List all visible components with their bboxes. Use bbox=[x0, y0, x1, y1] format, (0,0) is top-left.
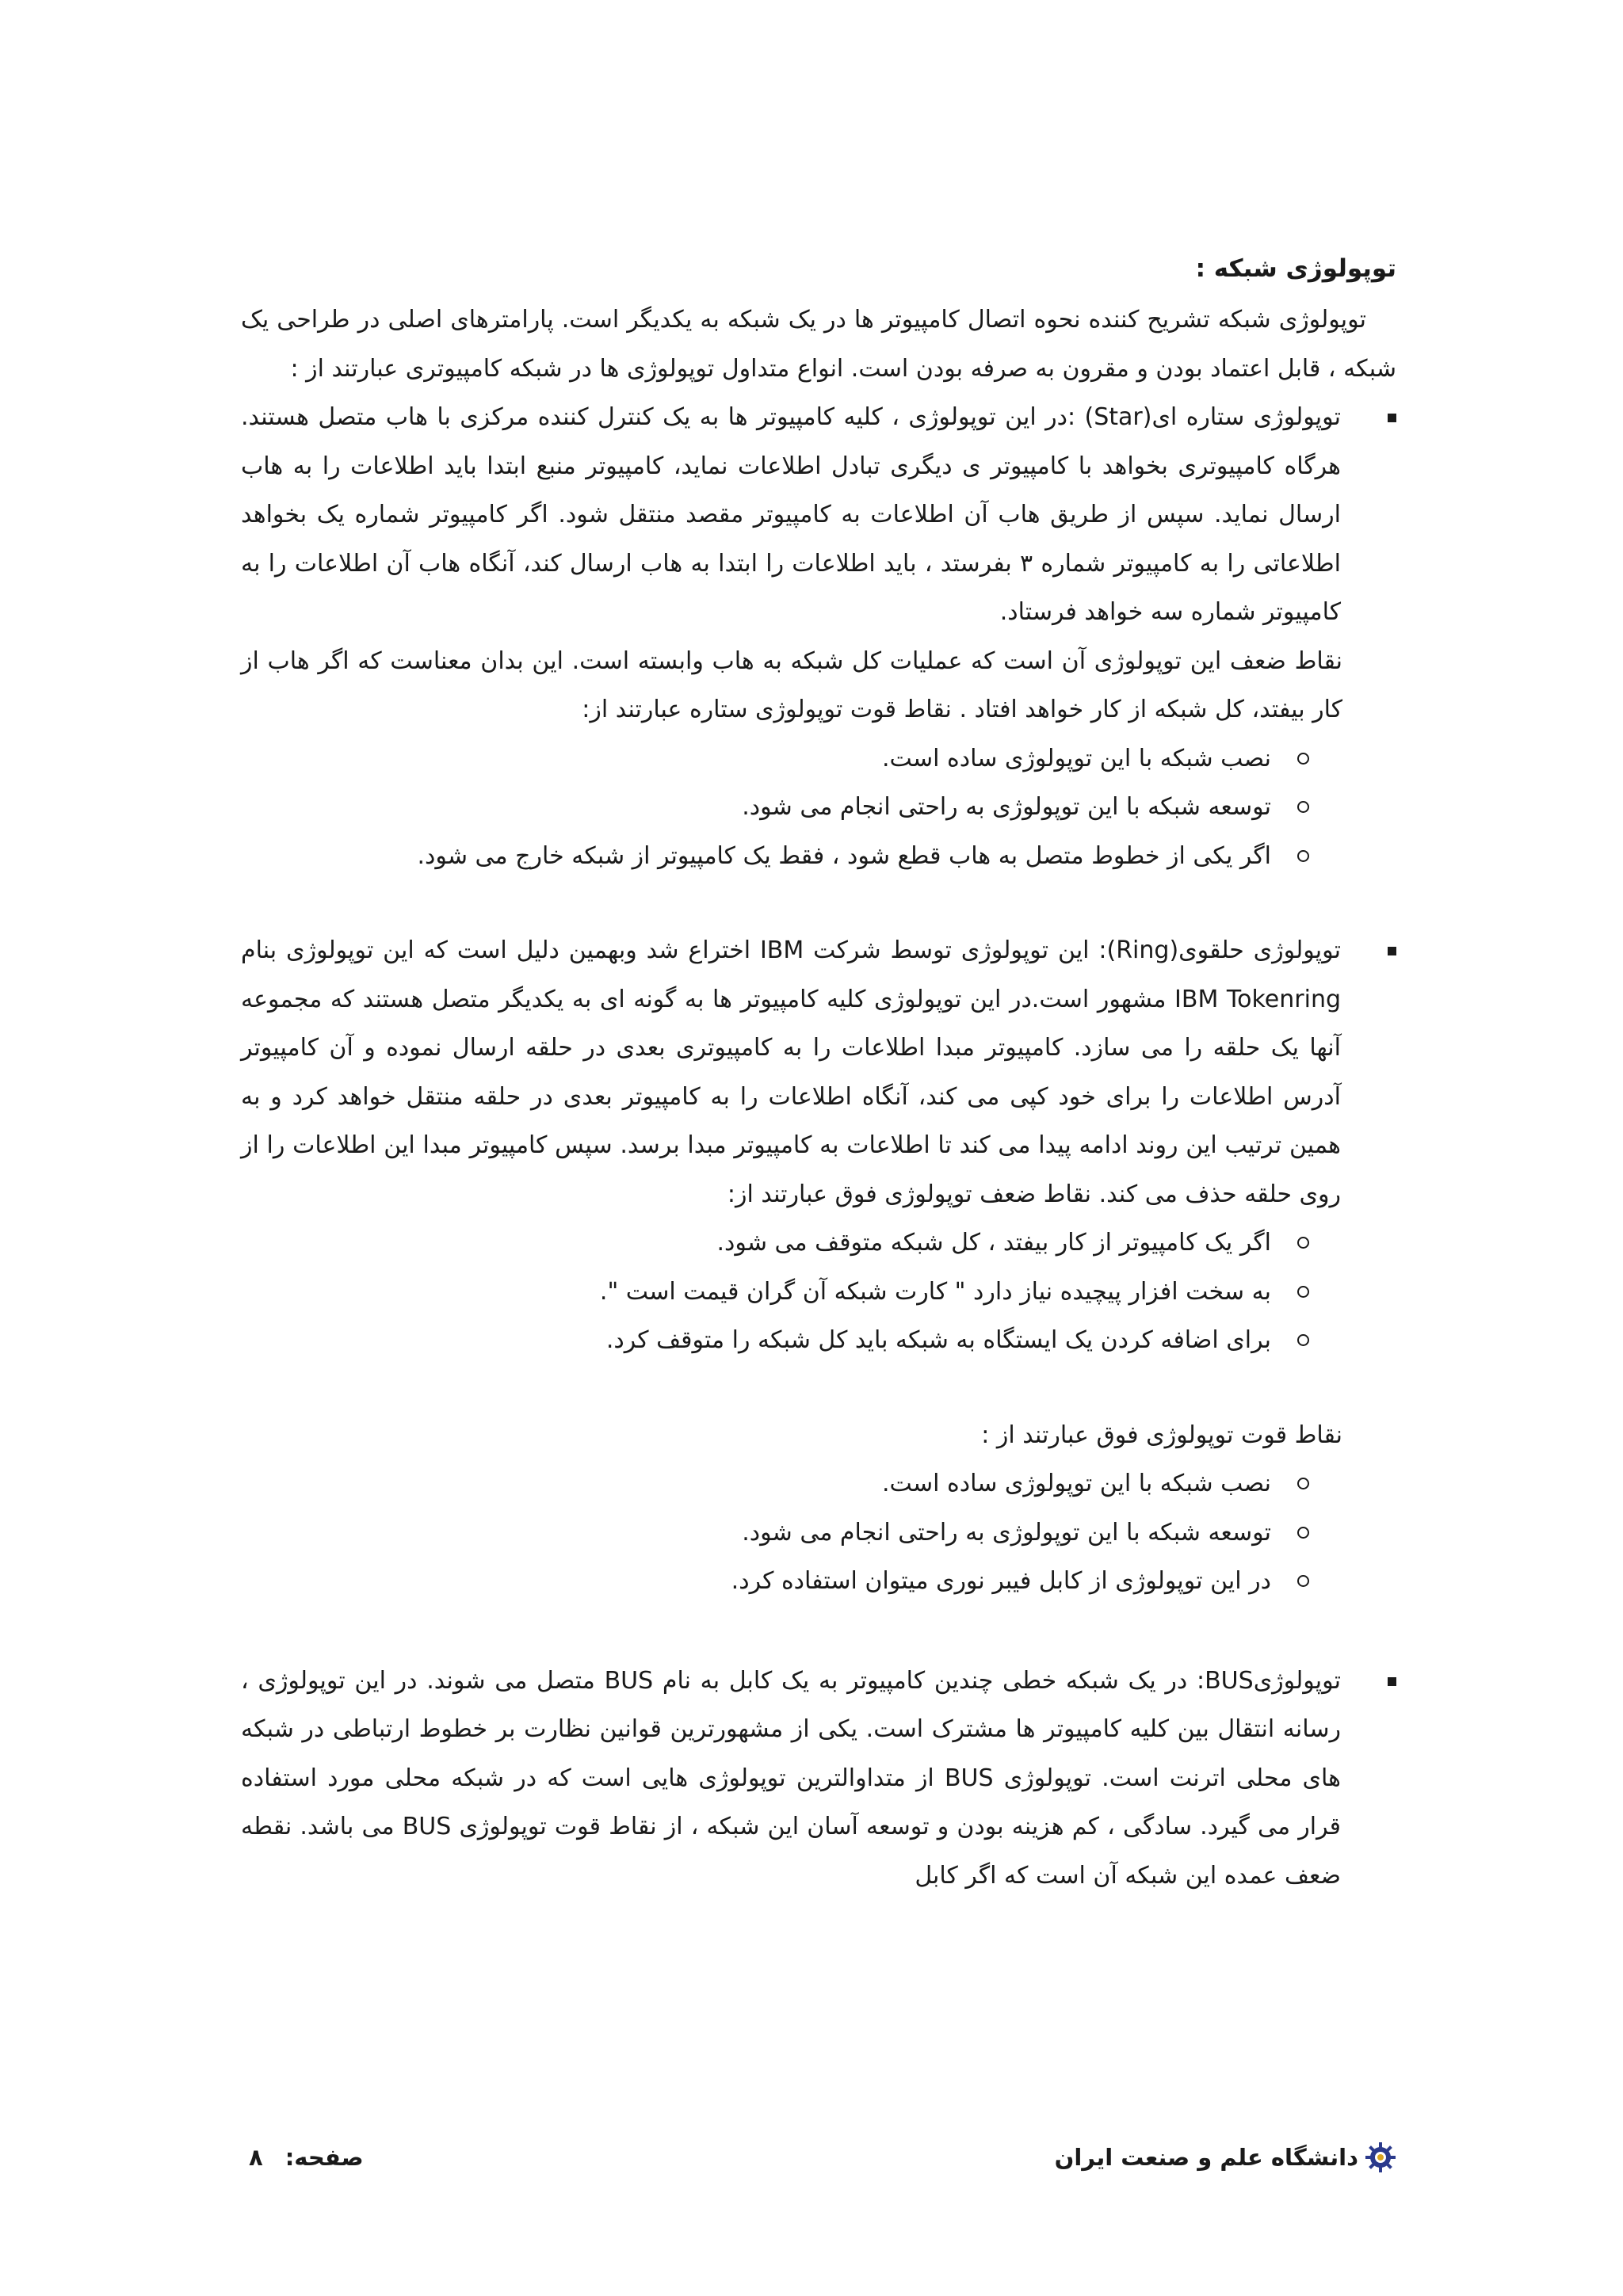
star-strengths-list bbox=[241, 734, 1396, 881]
list-item bbox=[241, 1219, 1309, 1268]
circle-bullet-icon bbox=[1297, 850, 1309, 862]
university-logo-icon bbox=[1365, 2142, 1396, 2173]
circle-bullet-icon bbox=[1297, 1478, 1309, 1489]
section-heading: توپولوژی شبکه : bbox=[1195, 254, 1396, 283]
ring-term: Ring bbox=[1116, 936, 1170, 964]
bus-topology-item bbox=[241, 1657, 1396, 1901]
list-item-text: در این توپولوژی از کابل فیبر نوری میتوان استفاده کرد. bbox=[731, 1567, 1271, 1595]
bus-text-mid: : در یک شبکه خطی چندین کامپیوتر به یک کابل به نام bbox=[653, 1666, 1205, 1695]
circle-bullet-icon bbox=[1297, 1237, 1309, 1249]
list-item-text: اگر یکی از خطوط متصل به هاب قطع شود ، فقط یک کامپیوتر از شبکه خارج می شود. bbox=[417, 841, 1271, 870]
circle-bullet-icon bbox=[1297, 801, 1309, 813]
circle-bullet-icon bbox=[1297, 1575, 1309, 1587]
page-label: صفحه: bbox=[285, 2144, 364, 2171]
ibm-term: IBM bbox=[759, 936, 804, 964]
bus-term-3: BUS bbox=[944, 1764, 994, 1792]
list-item bbox=[241, 1508, 1309, 1558]
square-bullet-icon bbox=[1388, 947, 1396, 955]
star-text-post: ) :در این توپولوژی ، کلیه کامپیوتر ها به یک کنترل کننده مرکزی با هاب متصل هستند. هرگاه کامپیوتری بخواهد با کامپیوتر ی دیگری تبادل اطلاعات نماید، کامپیوتر منبع ابتدا باید اطلاعات را به هاب ارسال نماید. سپس از طریق هاب آن اطلاعات به کامپیوتر مقصد منتقل شود. اگر کامپیوتر شماره یک بخواهد اطلاعاتی را به کامپیوتر شماره ۳ بفرستد ، باید اطلاعات را ابتدا به هاب ارسال کند، آنگاه هاب آن اطلاعات را به کامپیوتر شماره سه خواهد فرستاد. bbox=[241, 403, 1341, 626]
list-item bbox=[241, 1557, 1309, 1606]
ring-text-mid: ): این توپولوژی توسط شرکت bbox=[804, 936, 1117, 964]
footer-university bbox=[1055, 2138, 1396, 2177]
bus-paragraph bbox=[241, 1657, 1341, 1901]
bus-text-post: می باشد. نقطه ضعف عمده این شبکه آن است که اگر کابل bbox=[241, 1813, 1341, 1890]
ring-strengths-list bbox=[241, 1459, 1396, 1606]
star-weakness-paragraph: نقاط ضعف این توپولوژی آن است که عملیات کل شبکه به هاب وابسته است. این بدان معناست که اگر هاب از کار بیفتد، کل شبکه از کار خواهد افتاد . نقاط قوت توپولوژی ستاره عبارتند از: bbox=[241, 646, 1342, 723]
page-number: ۸ bbox=[249, 2144, 263, 2171]
circle-bullet-icon bbox=[1297, 1334, 1309, 1346]
bus-term: BUS bbox=[1205, 1666, 1254, 1695]
ring-weaknesses-list bbox=[241, 1219, 1396, 1365]
list-item-text: اگر یک کامپیوتر از کار بیفتد ، کل شبکه متوقف می شود. bbox=[716, 1229, 1271, 1257]
bus-term-2: BUS bbox=[604, 1666, 654, 1695]
circle-bullet-icon bbox=[1297, 1527, 1309, 1539]
ring-topology-item bbox=[241, 926, 1396, 1219]
list-item-text: برای اضافه کردن یک ایستگاه به شبکه باید کل شبکه را متوقف کرد. bbox=[605, 1326, 1271, 1354]
bus-text-mid2: متصل می شوند. در این توپولوژی ، رسانه انتقال بین کلیه کامپیوتر ها مشترک است. یکی از مشهورترین قوانین نظارت بر خطوط ارتباطی در شبکه های محلی اترنت است. توپولوژی bbox=[241, 1666, 1341, 1792]
star-topology-item bbox=[241, 393, 1396, 637]
star-term: Star bbox=[1094, 403, 1143, 431]
tokenring-term: IBM Tokenring bbox=[1174, 985, 1342, 1013]
star-paragraph bbox=[241, 393, 1341, 637]
list-item-text: توسعه شبکه با این توپولوژی به راحتی انجام می شود. bbox=[742, 793, 1271, 821]
list-item bbox=[241, 1268, 1309, 1317]
list-item bbox=[241, 832, 1309, 881]
bus-text-pre: توپولوژی bbox=[1253, 1666, 1341, 1695]
ring-paragraph bbox=[241, 926, 1341, 1219]
footer-page bbox=[249, 2138, 364, 2177]
bus-term-4: BUS bbox=[402, 1813, 452, 1840]
list-item-text: توسعه شبکه با این توپولوژی به راحتی انجام می شود. bbox=[742, 1518, 1271, 1547]
university-name: دانشگاه علم و صنعت ایران bbox=[1054, 2144, 1358, 2171]
page-content bbox=[241, 242, 1396, 1900]
list-item-text: به سخت افزار پیچیده نیاز دارد " کارت شبکه آن گران قیمت است ". bbox=[599, 1277, 1271, 1306]
list-item bbox=[241, 734, 1309, 784]
page-footer bbox=[241, 2138, 1396, 2177]
square-bullet-icon bbox=[1388, 1677, 1396, 1686]
ring-text-pre: توپولوژی حلقوی( bbox=[1169, 936, 1341, 964]
list-item-text: نصب شبکه با این توپولوژی ساده است. bbox=[881, 744, 1271, 772]
list-item bbox=[241, 1459, 1309, 1508]
list-item bbox=[241, 783, 1309, 832]
ring-strengths-intro: نقاط قوت توپولوژی فوق عبارتند از : bbox=[981, 1421, 1342, 1449]
intro-paragraph: توپولوژی شبکه تشریح کننده نحوه اتصال کامپیوتر ها در یک شبکه به یکدیگر است. پارامترهای اصلی در طراحی یک شبکه ، قابل اعتماد بودن و مقرون به صرفه بودن است. انواع متداول توپولوژی ها در شبکه کامپیوتری عبارتند از : bbox=[241, 306, 1396, 383]
square-bullet-icon bbox=[1388, 414, 1396, 422]
star-text-pre: توپولوژی ستاره ای( bbox=[1142, 403, 1341, 431]
circle-bullet-icon bbox=[1297, 1286, 1309, 1298]
circle-bullet-icon bbox=[1297, 753, 1309, 765]
ring-text-post: مشهور است.در این توپولوژی کلیه کامپیوتر ها به گونه ای به یکدیگر متصل هستند که مجموعه آنها یک حلقه را می سازد. کامپیوتر مبدا اطلاعات را به کامپیوتری بعدی در حلقه ارسال نموده و آن کامپیوتر آدرس اطلاعات را برای خود کپی می کند، آنگاه اطلاعات را به کامپیوتر بعدی در حلقه منتقل خواهد کرد و به همین ترتیب این روند ادامه پیدا می کند تا اطلاعات به کامپیوتر مبدا برسد. سپس کامپیوتر مبدا این اطلاعات را از روی حلقه حذف می کند. نقاط ضعف توپولوژی فوق عبارتند از: bbox=[241, 985, 1341, 1208]
list-item-text: نصب شبکه با این توپولوژی ساده است. bbox=[881, 1470, 1271, 1497]
ring-text-mid2: اختراع شد وبهمین دلیل است که این توپولوژی بنام bbox=[241, 936, 760, 964]
bus-text-mid3: از متداوالترین توپولوژی هایی است که در شبکه محلی مورد استفاده قرار می گیرد. سادگی ، کم هزینه بودن و توسعه آسان این شبکه ، از نقاط قوت توپولوژی bbox=[241, 1764, 1341, 1840]
list-item bbox=[241, 1316, 1309, 1365]
